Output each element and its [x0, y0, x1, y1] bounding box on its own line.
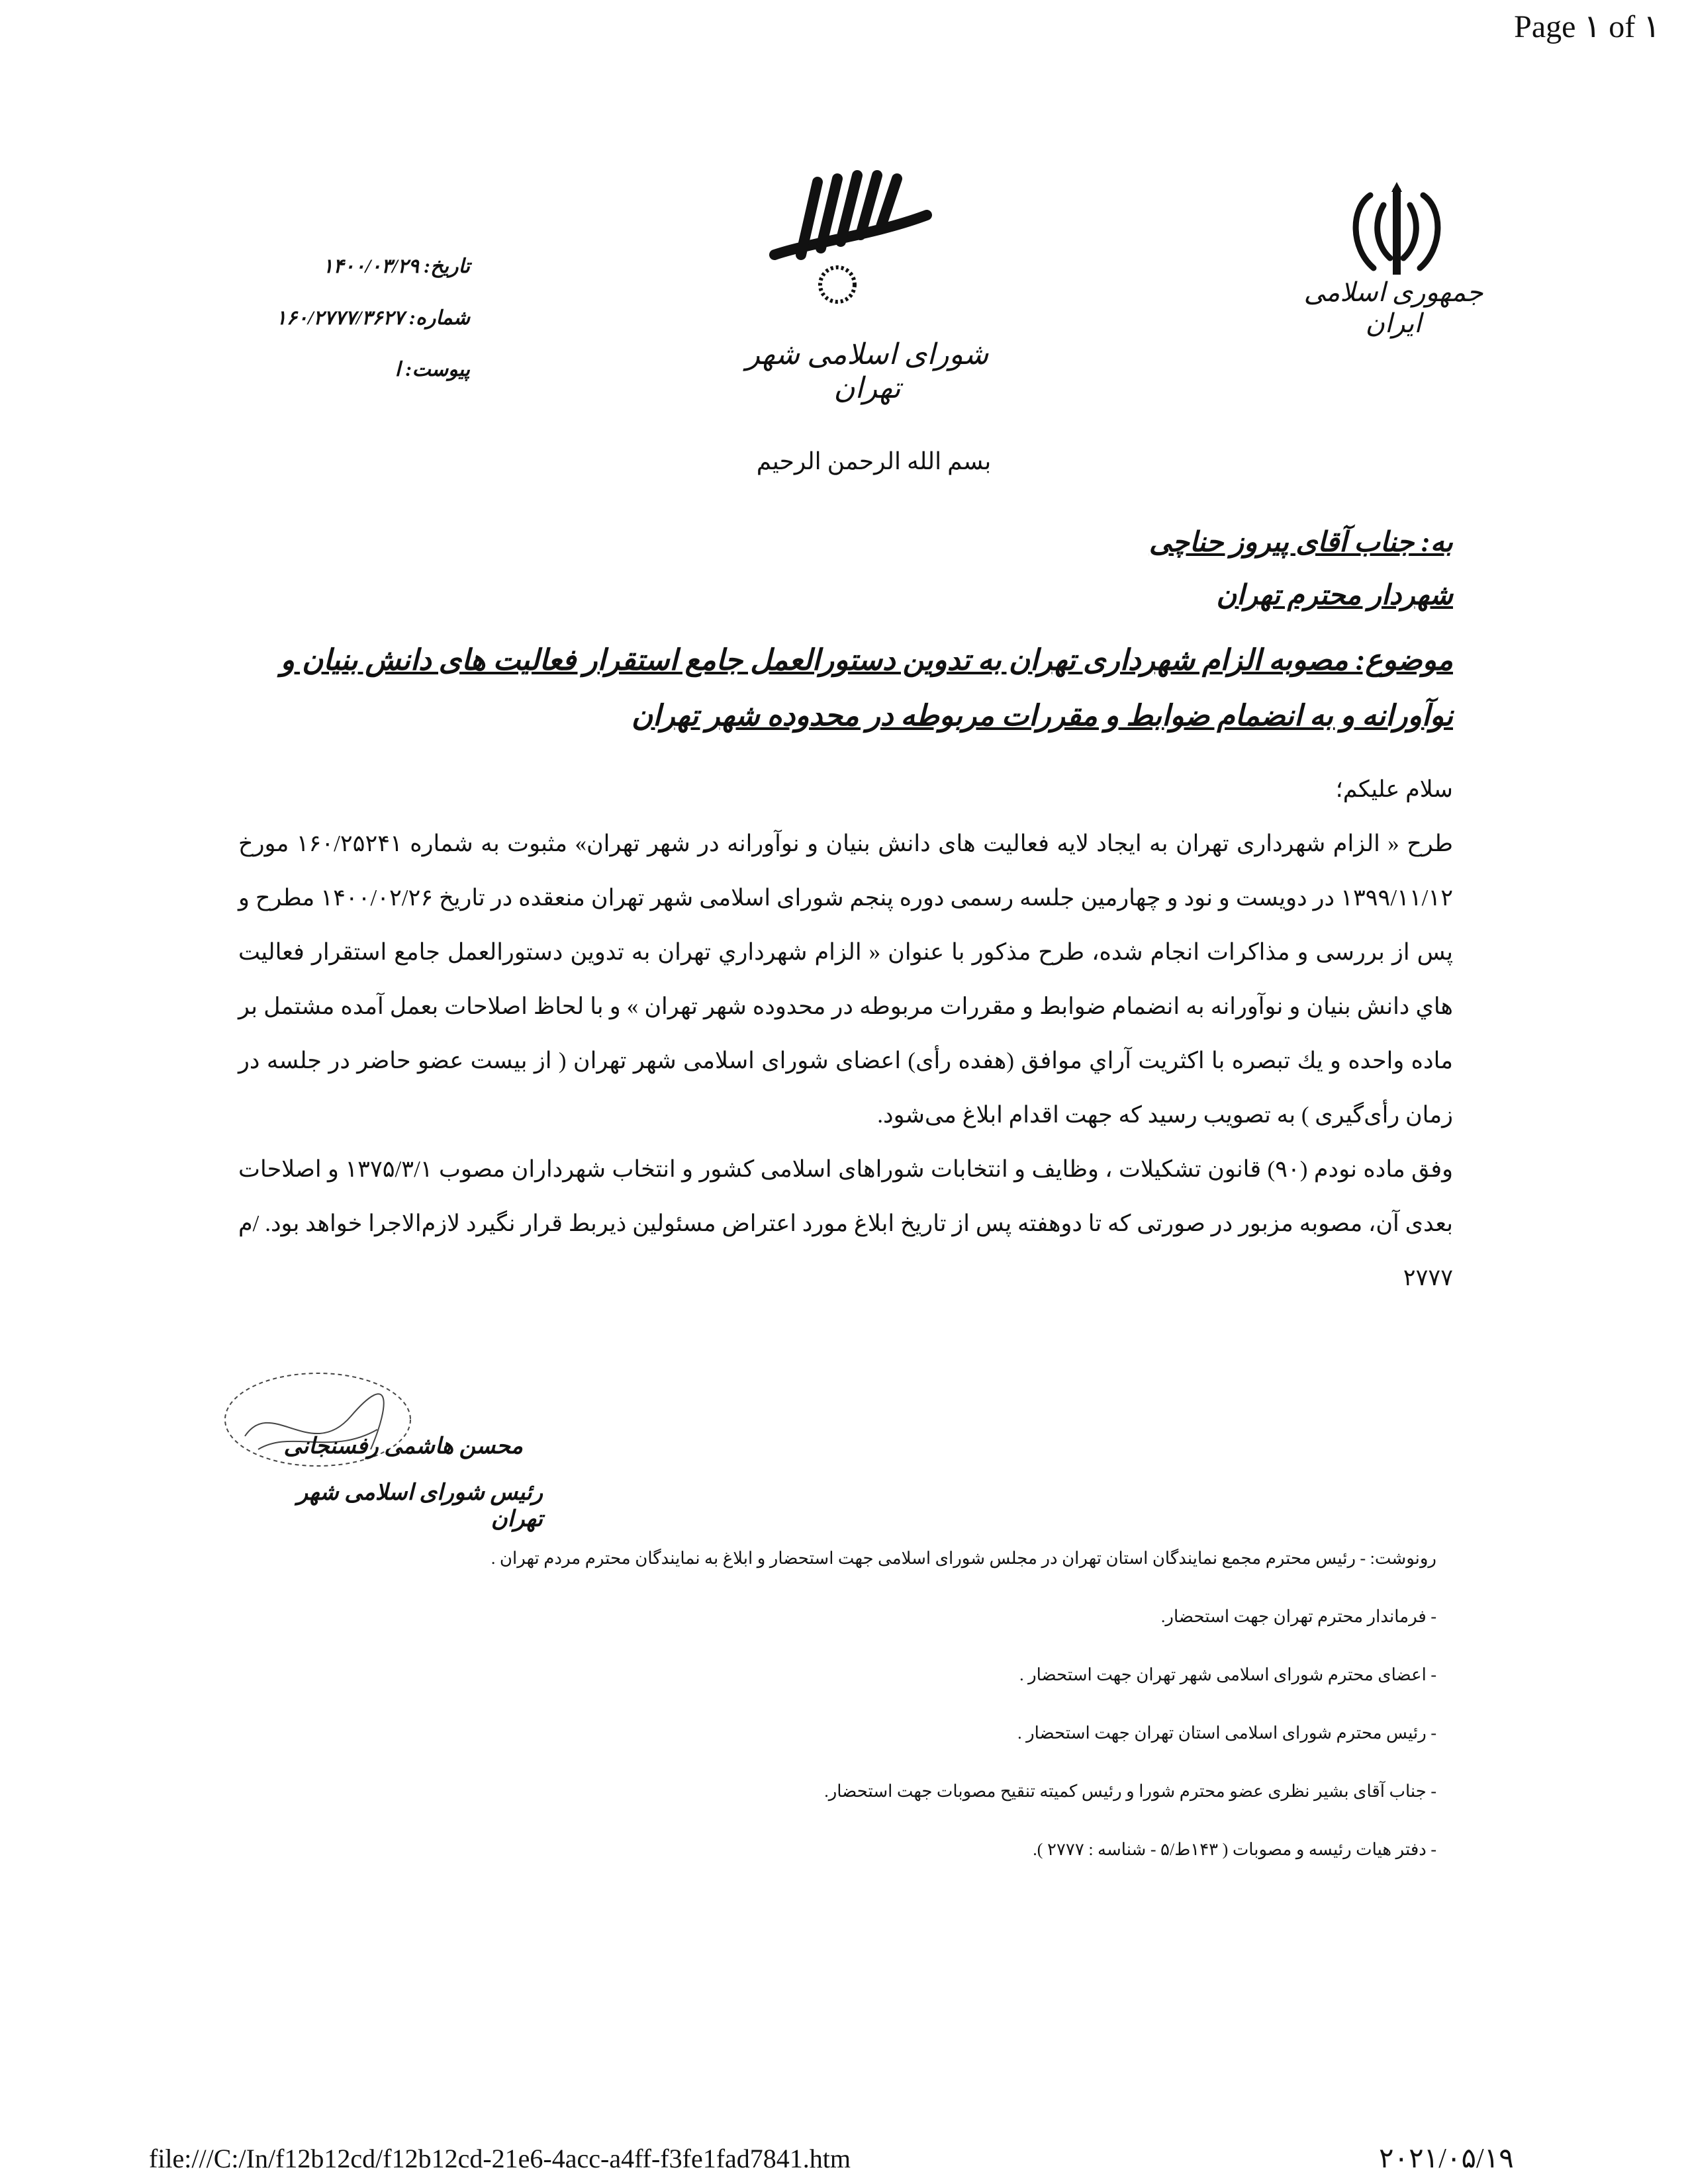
- letter-meta: [258, 255, 470, 410]
- signature-scribble-icon: [218, 1357, 417, 1489]
- cc-item: - اعضای محترم شورای اسلامی شهر تهران جهت استحضار .: [1019, 1665, 1436, 1684]
- tehran-council-logo-icon: [755, 156, 953, 314]
- cc-item: - جناب آقای بشیر نظری عضو محترم شورا و رئیس کمیته تنقیح مصوبات جهت استحضار.: [824, 1782, 1436, 1801]
- cc-item: رونوشت: - رئیس محترم مجمع نمایندگان استان تهران در مجلس شورای اسلامی جهت استحضار و ابلاغ به نمایندگان محترم مردم تهران .: [491, 1549, 1436, 1568]
- addressee-name: به: جناب آقای پیروز حناچی: [1149, 527, 1453, 558]
- body-paragraph-1: طرح « الزام شهرداری تهران به ایجاد لایه فعالیت های دانش بنیان و نوآورانه در شهر تهران» مثبوت به شماره ۱۶۰/۲۵۲۴۱ مورخ ۱۳۹۹/۱۱/۱۲ در دویست و نود و چهارمین جلسه رسمی دوره پنجم شورای اسلامی شهر تهران منعقده در تاریخ ۱۴۰۰/۰۲/۲۶ مطرح و پس از بررسی و مذاکرات انجام شده، طرح مذکور با عنوان « الزام شهرداري تهران به تدوین دستورالعمل جامع استقرار فعالیت هاي دانش بنیان و نوآورانه به انضمام ضوابط و مقررات مربوطه در محدوده شهر تهران » و با لحاظ اصلاحات بعمل آمده مشتمل بر ماده واحده و يك تبصره با اكثريت آراي موافق (هفده رأی) اعضای شورای اسلامی شهر تهران ( از بیست عضو حاضر در جلسه در زمان رأی‌گیری ) به تصویب رسید که جهت اقدام ابلاغ می‌شود.: [238, 831, 1453, 1128]
- footer-file-url: file:///C:/In/f12b12cd/f12b12cd-21e6-4acc-a4ff-f3fe1fad7841.htm: [149, 2144, 851, 2173]
- cc-item: - دفتر هیات رئیسه و مصوبات ( ۱۴۳ط/۵ - شناسه : ۲۷۷۷ ).: [1033, 1840, 1436, 1859]
- letter-date: تاریخ: ۱۴۰۰/۰۳/۲۹: [322, 255, 470, 277]
- addressee-block: [791, 516, 1453, 622]
- footer-date: ۲۰۲۱/۰۵/۱۹: [1379, 2144, 1514, 2174]
- letter-subject: موضوع: مصوبه الزام شهرداری تهران به تدوین دستورالعمل جامع استقرار فعالیت های دانش بنیان و نوآورانه و به انضمام ضوابط و مقررات مربوطه در محدوده شهر تهران: [280, 644, 1453, 732]
- body-paragraph-2: وفق ماده نودم (۹۰) قانون تشکیلات ، وظایف و انتخابات شوراهای اسلامی کشور و انتخاب شهرداران مصوب ۱۳۷۵/۳/۱ و اصلاحات بعدی آن، مصوبه مزبور در صورتی که تا دوهفته پس از تاریخ ابلاغ مورد اعتراض مسئولین ذیربط قرار نگیرد لازم‌الاجرا خواهد بود. /م ۲۷۷۷: [238, 1156, 1453, 1291]
- cc-item: - رئیس محترم شورای اسلامی استان تهران جهت استحضار .: [1017, 1723, 1436, 1743]
- letter-body: [238, 762, 1453, 1305]
- cc-item: - فرماندار محترم تهران جهت استحضار.: [1160, 1607, 1436, 1626]
- emblem-caption: جمهوری اسلامی ایران: [1303, 277, 1483, 338]
- letter-attachment: پیوست: ا: [395, 359, 470, 381]
- signer-title: رئیس شورای اسلامی شهر تهران: [297, 1480, 543, 1531]
- signer-name: محسن هاشمی رفسنجانی: [283, 1434, 523, 1459]
- council-caption: شورای اسلامی شهر تهران: [745, 338, 989, 404]
- letter-number: شماره: ۱۶۰/۲۷۷۷/۳۶۲۷: [275, 307, 470, 329]
- page-number: Page ۱ of ۱: [1514, 9, 1660, 44]
- basmala: بسم الله الرحمن الرحیم: [756, 448, 992, 475]
- addressee-title: شهردار محترم تهران: [1216, 580, 1453, 611]
- greeting: سلام علیکم؛: [1335, 776, 1453, 802]
- carbon-copy-list: [179, 1549, 1436, 1898]
